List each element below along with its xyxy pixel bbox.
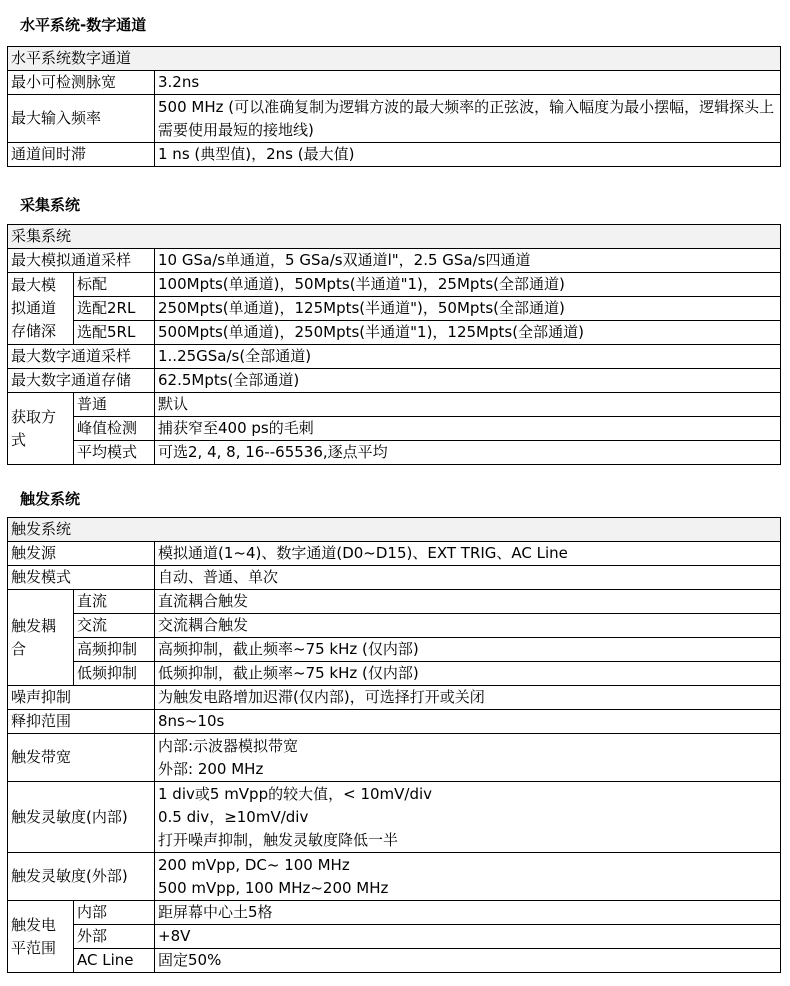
row-label: 噪声抑制 <box>8 686 155 710</box>
row-value: 高频抑制，截止频率~75 kHz (仅内部) <box>155 638 781 662</box>
row-value: 自动、普通、单次 <box>155 566 781 590</box>
sub-label: 选配5RL <box>74 321 155 345</box>
table-title: 采集系统 <box>8 225 781 249</box>
row-label: 触发耦合 <box>8 590 74 686</box>
row-value: 1 ns (典型值)，2ns (最大值) <box>155 143 781 167</box>
row-value: 100Mpts(单通道)，50Mpts(半通道"1)，25Mpts(全部通道) <box>155 273 781 297</box>
row-label: 最大数字通道存储 <box>8 369 155 393</box>
row-value: 3.2ns <box>155 71 781 95</box>
row-value: 10 GSa/s单通道，5 GSa/s双通道l"，2.5 GSa/s四通道 <box>155 249 781 273</box>
acquisition-table <box>7 224 781 465</box>
row-value: 250Mpts(单通道)，125Mpts(半通道")，50Mpts(全部通道) <box>155 297 781 321</box>
row-value: 500Mpts(单通道)，250Mpts(半通道"1)，125Mpts(全部通道) <box>155 321 781 345</box>
value-line: 500 mVpp, 100 MHz~200 MHz <box>158 878 389 897</box>
row-value: 固定50% <box>155 949 781 973</box>
row-value <box>155 782 781 853</box>
trigger-table <box>7 517 781 973</box>
row-value: 为触发电路增加迟滞(仅内部)，可选择打开或关闭 <box>155 686 781 710</box>
sub-label: 外部 <box>74 925 155 949</box>
row-label: 触发模式 <box>8 566 155 590</box>
row-value: 默认 <box>155 393 781 417</box>
sub-label: 交流 <box>74 614 155 638</box>
row-value: 直流耦合触发 <box>155 590 781 614</box>
value-line: 1 div或5 mVpp的较大值，< 10mV/div <box>158 784 433 803</box>
row-value: 500 MHz (可以准确复制为逻辑方波的最大频率的正弦波，输入幅度为最小摆幅，逻辑探头上需要使用最短的接地线) <box>155 95 781 143</box>
row-label: 最大数字通道采样 <box>8 345 155 369</box>
section-heading-acquisition: 采集系统 <box>20 196 81 214</box>
row-label: 通道间时滞 <box>8 143 155 167</box>
value-line: 200 mVpp, DC~ 100 MHz <box>158 855 350 874</box>
section-heading-horizontal: 水平系统-数字通道 <box>20 16 147 34</box>
row-value <box>155 853 781 901</box>
row-label: 触发灵敏度(内部) <box>8 782 155 853</box>
sub-label: 选配2RL <box>74 297 155 321</box>
row-value: 8ns~10s <box>155 710 781 734</box>
sub-label: AC Line <box>74 949 155 973</box>
table-title: 水平系统数字通道 <box>8 47 781 71</box>
row-label: 触发电平范围 <box>8 901 74 973</box>
horizontal-table <box>7 46 781 167</box>
row-label: 最小可检测脉宽 <box>8 71 155 95</box>
sub-label: 高频抑制 <box>74 638 155 662</box>
row-label: 触发灵敏度(外部) <box>8 853 155 901</box>
table-title: 触发系统 <box>8 518 781 542</box>
row-value: 模拟通道(1~4)、数字通道(D0~D15)、EXT TRIG、AC Line <box>155 542 781 566</box>
value-line: 0.5 div，≥10mV/div <box>158 807 309 826</box>
sub-label: 直流 <box>74 590 155 614</box>
row-label: 释抑范围 <box>8 710 155 734</box>
section-heading-trigger: 触发系统 <box>20 490 81 508</box>
row-value: +8V <box>155 925 781 949</box>
row-value: 62.5Mpts(全部通道) <box>155 369 781 393</box>
row-label: 触发源 <box>8 542 155 566</box>
sub-label: 峰值检测 <box>74 417 155 441</box>
row-value: 捕获窄至400 ps的毛刺 <box>155 417 781 441</box>
row-label: 获取方式 <box>8 393 74 465</box>
value-line: 打开噪声抑制，触发灵敏度降低一半 <box>158 830 399 849</box>
row-label: 最大模拟通道存储深 <box>8 273 74 345</box>
sub-label: 平均模式 <box>74 441 155 465</box>
value-line: 外部: 200 MHz <box>158 759 264 778</box>
row-label: 触发带宽 <box>8 734 155 782</box>
row-value: 可选2, 4, 8, 16--65536,逐点平均 <box>155 441 781 465</box>
sub-label: 标配 <box>74 273 155 297</box>
row-value: 交流耦合触发 <box>155 614 781 638</box>
row-value <box>155 734 781 782</box>
sub-label: 普通 <box>74 393 155 417</box>
row-value: 低频抑制，截止频率~75 kHz (仅内部) <box>155 662 781 686</box>
row-label: 最大输入频率 <box>8 95 155 143</box>
sub-label: 低频抑制 <box>74 662 155 686</box>
sub-label: 内部 <box>74 901 155 925</box>
row-value: 1..25GSa/s(全部通道) <box>155 345 781 369</box>
row-label: 最大模拟通道采样 <box>8 249 155 273</box>
value-line: 内部:示波器模拟带宽 <box>158 736 299 755</box>
row-value: 距屏幕中心土5格 <box>155 901 781 925</box>
